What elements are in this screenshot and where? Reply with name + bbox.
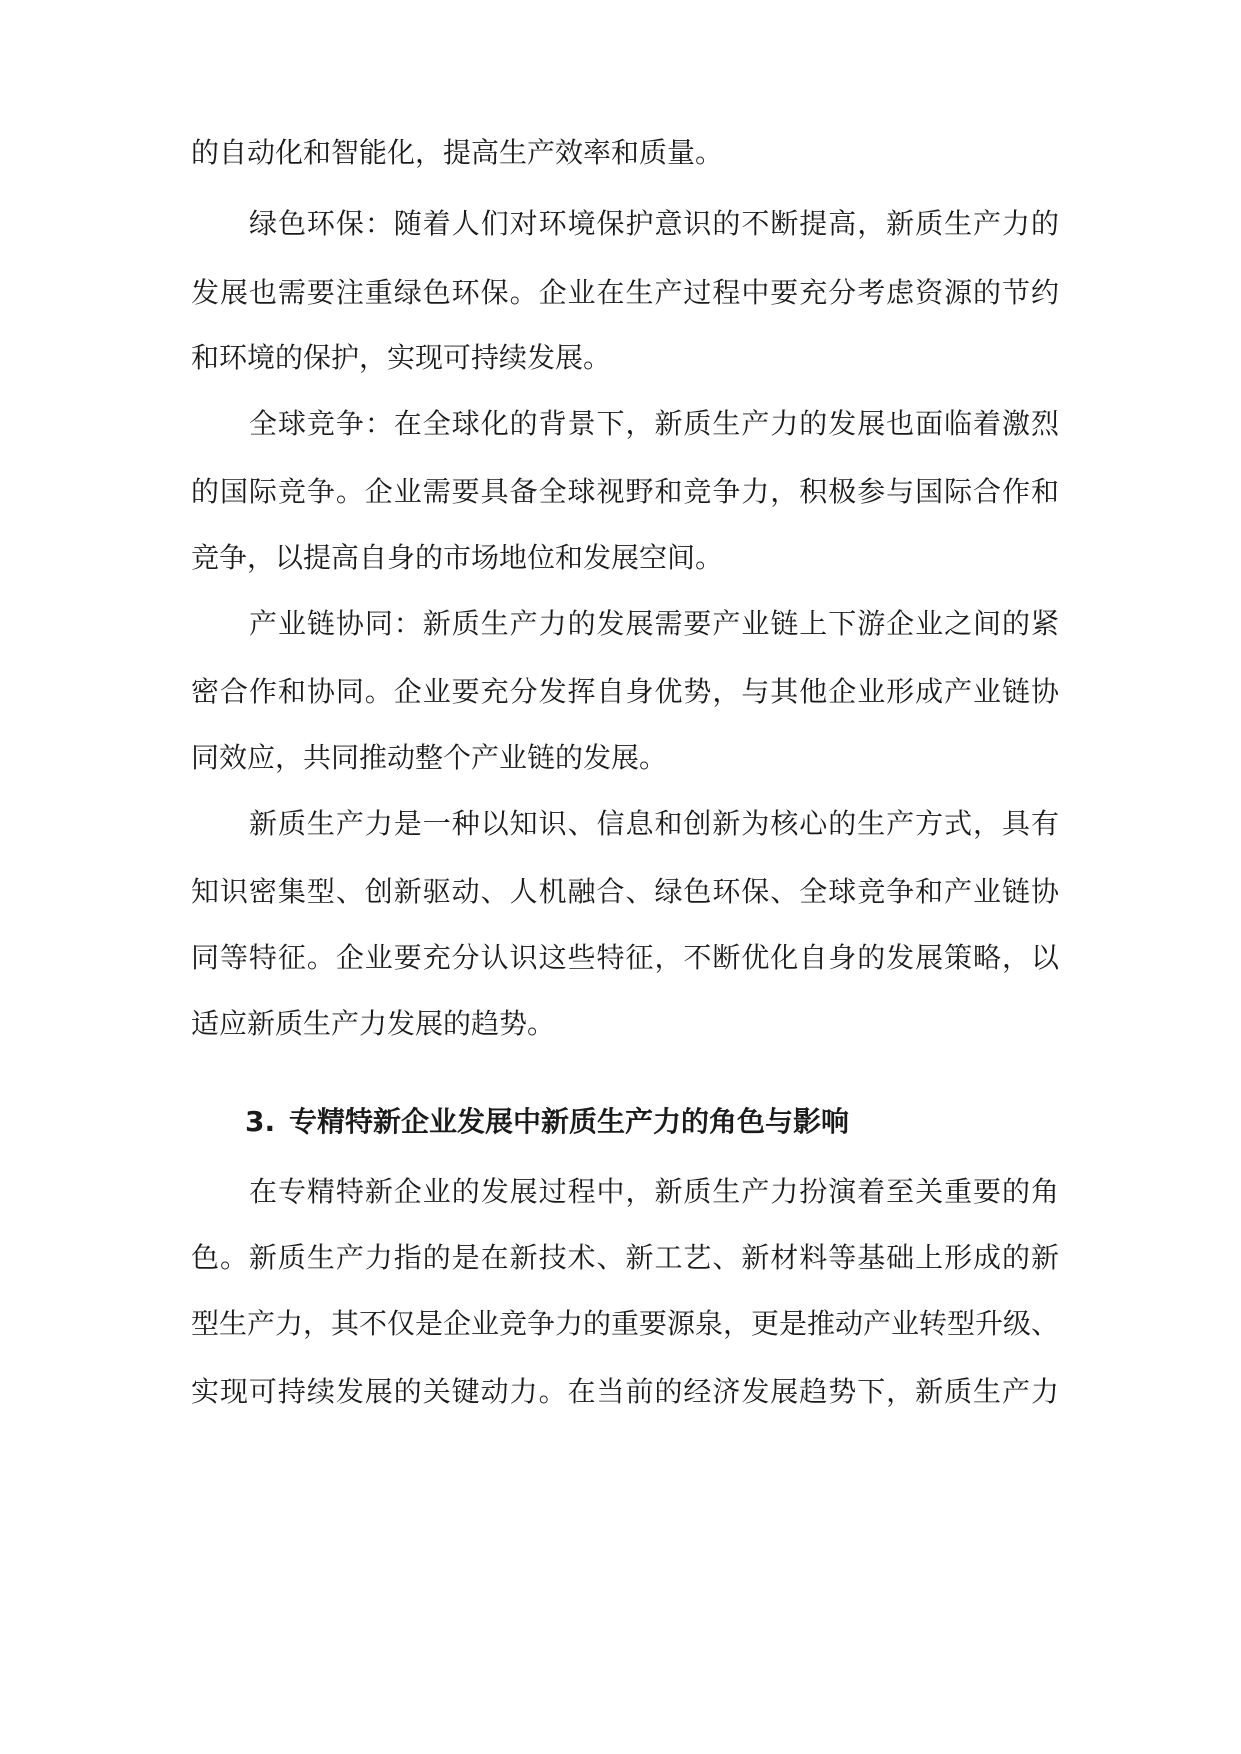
- section-number: 3.: [245, 1105, 276, 1138]
- paragraph-line: 绿色环保：随着人们对环境保护意识的不断提高，新质生产力的: [249, 207, 1059, 240]
- paragraph-line: 实现可持续发展的关键动力。在当前的经济发展趋势下，新质生产力: [191, 1375, 1059, 1408]
- paragraph-line: 同等特征。企业要充分认识这些特征，不断优化自身的发展策略，以: [191, 941, 1059, 974]
- paragraph-line: 适应新质生产力发展的趋势。: [191, 1007, 556, 1040]
- paragraph-line: 全球竞争：在全球化的背景下，新质生产力的发展也面临着激烈: [249, 407, 1059, 440]
- paragraph-line: 的自动化和智能化，提高生产效率和质量。: [191, 136, 724, 169]
- paragraph-line: 新质生产力是一种以知识、信息和创新为核心的生产方式，具有: [249, 807, 1059, 840]
- paragraph-line: 和环境的保护，实现可持续发展。: [191, 341, 612, 374]
- paragraph-line: 竞争，以提高自身的市场地位和发展空间。: [191, 541, 724, 574]
- section-heading: [245, 1102, 849, 1142]
- paragraph-line: 密合作和协同。企业要充分发挥自身优势，与其他企业形成产业链协: [191, 675, 1059, 708]
- paragraph-line: 发展也需要注重绿色环保。企业在生产过程中要充分考虑资源的节约: [191, 276, 1059, 309]
- paragraph-line: 的国际竞争。企业需要具备全球视野和竞争力，积极参与国际合作和: [191, 475, 1059, 508]
- section-title: 专精特新企业发展中新质生产力的角色与影响: [289, 1105, 850, 1138]
- paragraph-line: 在专精特新企业的发展过程中，新质生产力扮演着至关重要的角: [249, 1175, 1059, 1208]
- paragraph-line: 知识密集型、创新驱动、人机融合、绿色环保、全球竞争和产业链协: [191, 875, 1059, 908]
- paragraph-line: 同效应，共同推动整个产业链的发展。: [191, 741, 668, 774]
- paragraph-line: 产业链协同：新质生产力的发展需要产业链上下游企业之间的紧: [249, 607, 1059, 640]
- paragraph-line: 型生产力，其不仅是企业竞争力的重要源泉，更是推动产业转型升级、: [191, 1307, 1059, 1340]
- paragraph-line: 色。新质生产力指的是在新技术、新工艺、新材料等基础上形成的新: [191, 1241, 1059, 1274]
